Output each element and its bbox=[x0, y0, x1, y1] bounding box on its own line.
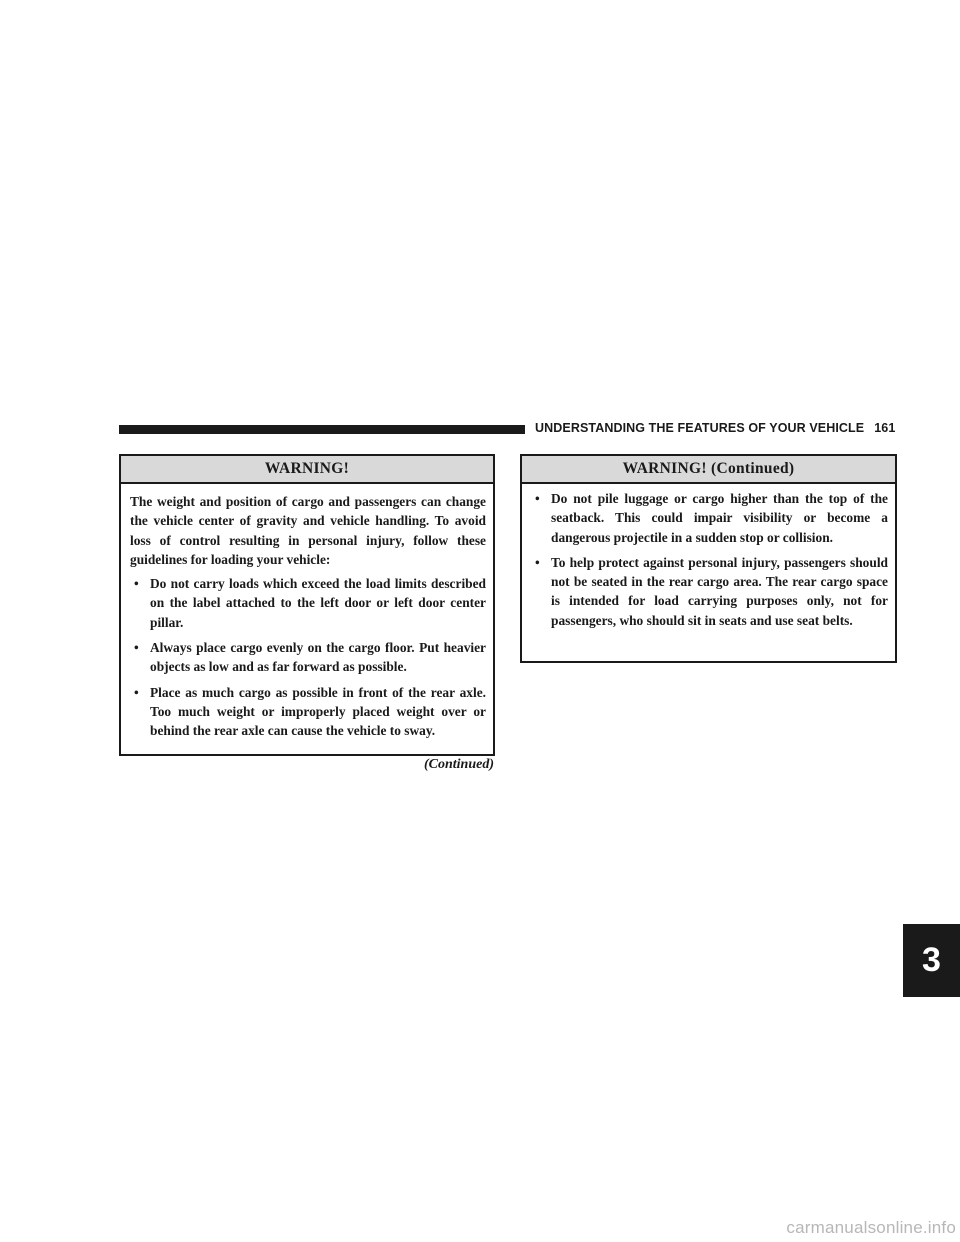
list-item: • Always place cargo evenly on the cargo floor. Put heavier objects as low and as far forward as possible. bbox=[134, 640, 486, 675]
list-item: • To help protect against personal injury, passengers should not be seated in the rear cargo area. The rear cargo space is intended for load carrying purposes only, not for passengers, who should sit in seats and use seat belts. bbox=[535, 554, 888, 628]
list-item: • Do not pile luggage or cargo higher than the top of the seatback. This could impair visibility or become a dangerous projectile in a sudden stop or collision. bbox=[535, 491, 888, 545]
warning-intro: The weight and position of cargo and passengers can change the vehicle center of gravity and vehicle handling. To avoid loss of control resulting in personal injury, follow these guidelines for loading your vehicle: bbox=[130, 494, 486, 567]
warning-title: WARNING! (Continued) bbox=[522, 456, 895, 484]
header-rule bbox=[119, 425, 525, 434]
page-number: 161 bbox=[874, 421, 896, 435]
section-title: UNDERSTANDING THE FEATURES OF YOUR VEHICLE bbox=[535, 421, 865, 435]
warning-body bbox=[522, 484, 895, 630]
bullet-icon: • bbox=[134, 576, 139, 592]
continued-note: (Continued) bbox=[423, 757, 494, 772]
bullet-icon: • bbox=[134, 684, 139, 700]
watermark: carmanualsonline.info bbox=[786, 1218, 956, 1237]
running-header bbox=[535, 421, 895, 435]
warning-bullet-list bbox=[531, 489, 888, 630]
list-item: • Do not carry loads which exceed the load limits described on the label attached to the left door or left door center pillar. bbox=[134, 576, 486, 630]
warning-bullet-list bbox=[130, 574, 486, 740]
bullet-icon: • bbox=[134, 640, 139, 656]
chapter-tab: 3 bbox=[903, 924, 960, 997]
bullet-icon: • bbox=[535, 491, 540, 506]
warning-title: WARNING! bbox=[121, 456, 493, 484]
warning-box-right bbox=[520, 454, 897, 663]
bullet-icon: • bbox=[535, 554, 540, 570]
warning-body bbox=[121, 484, 493, 741]
list-item: • Place as much cargo as possible in front of the rear axle. Too much weight or improperly placed weight over or behind the rear axle can cause the vehicle to sway. bbox=[134, 684, 486, 739]
warning-box-left bbox=[119, 454, 495, 756]
